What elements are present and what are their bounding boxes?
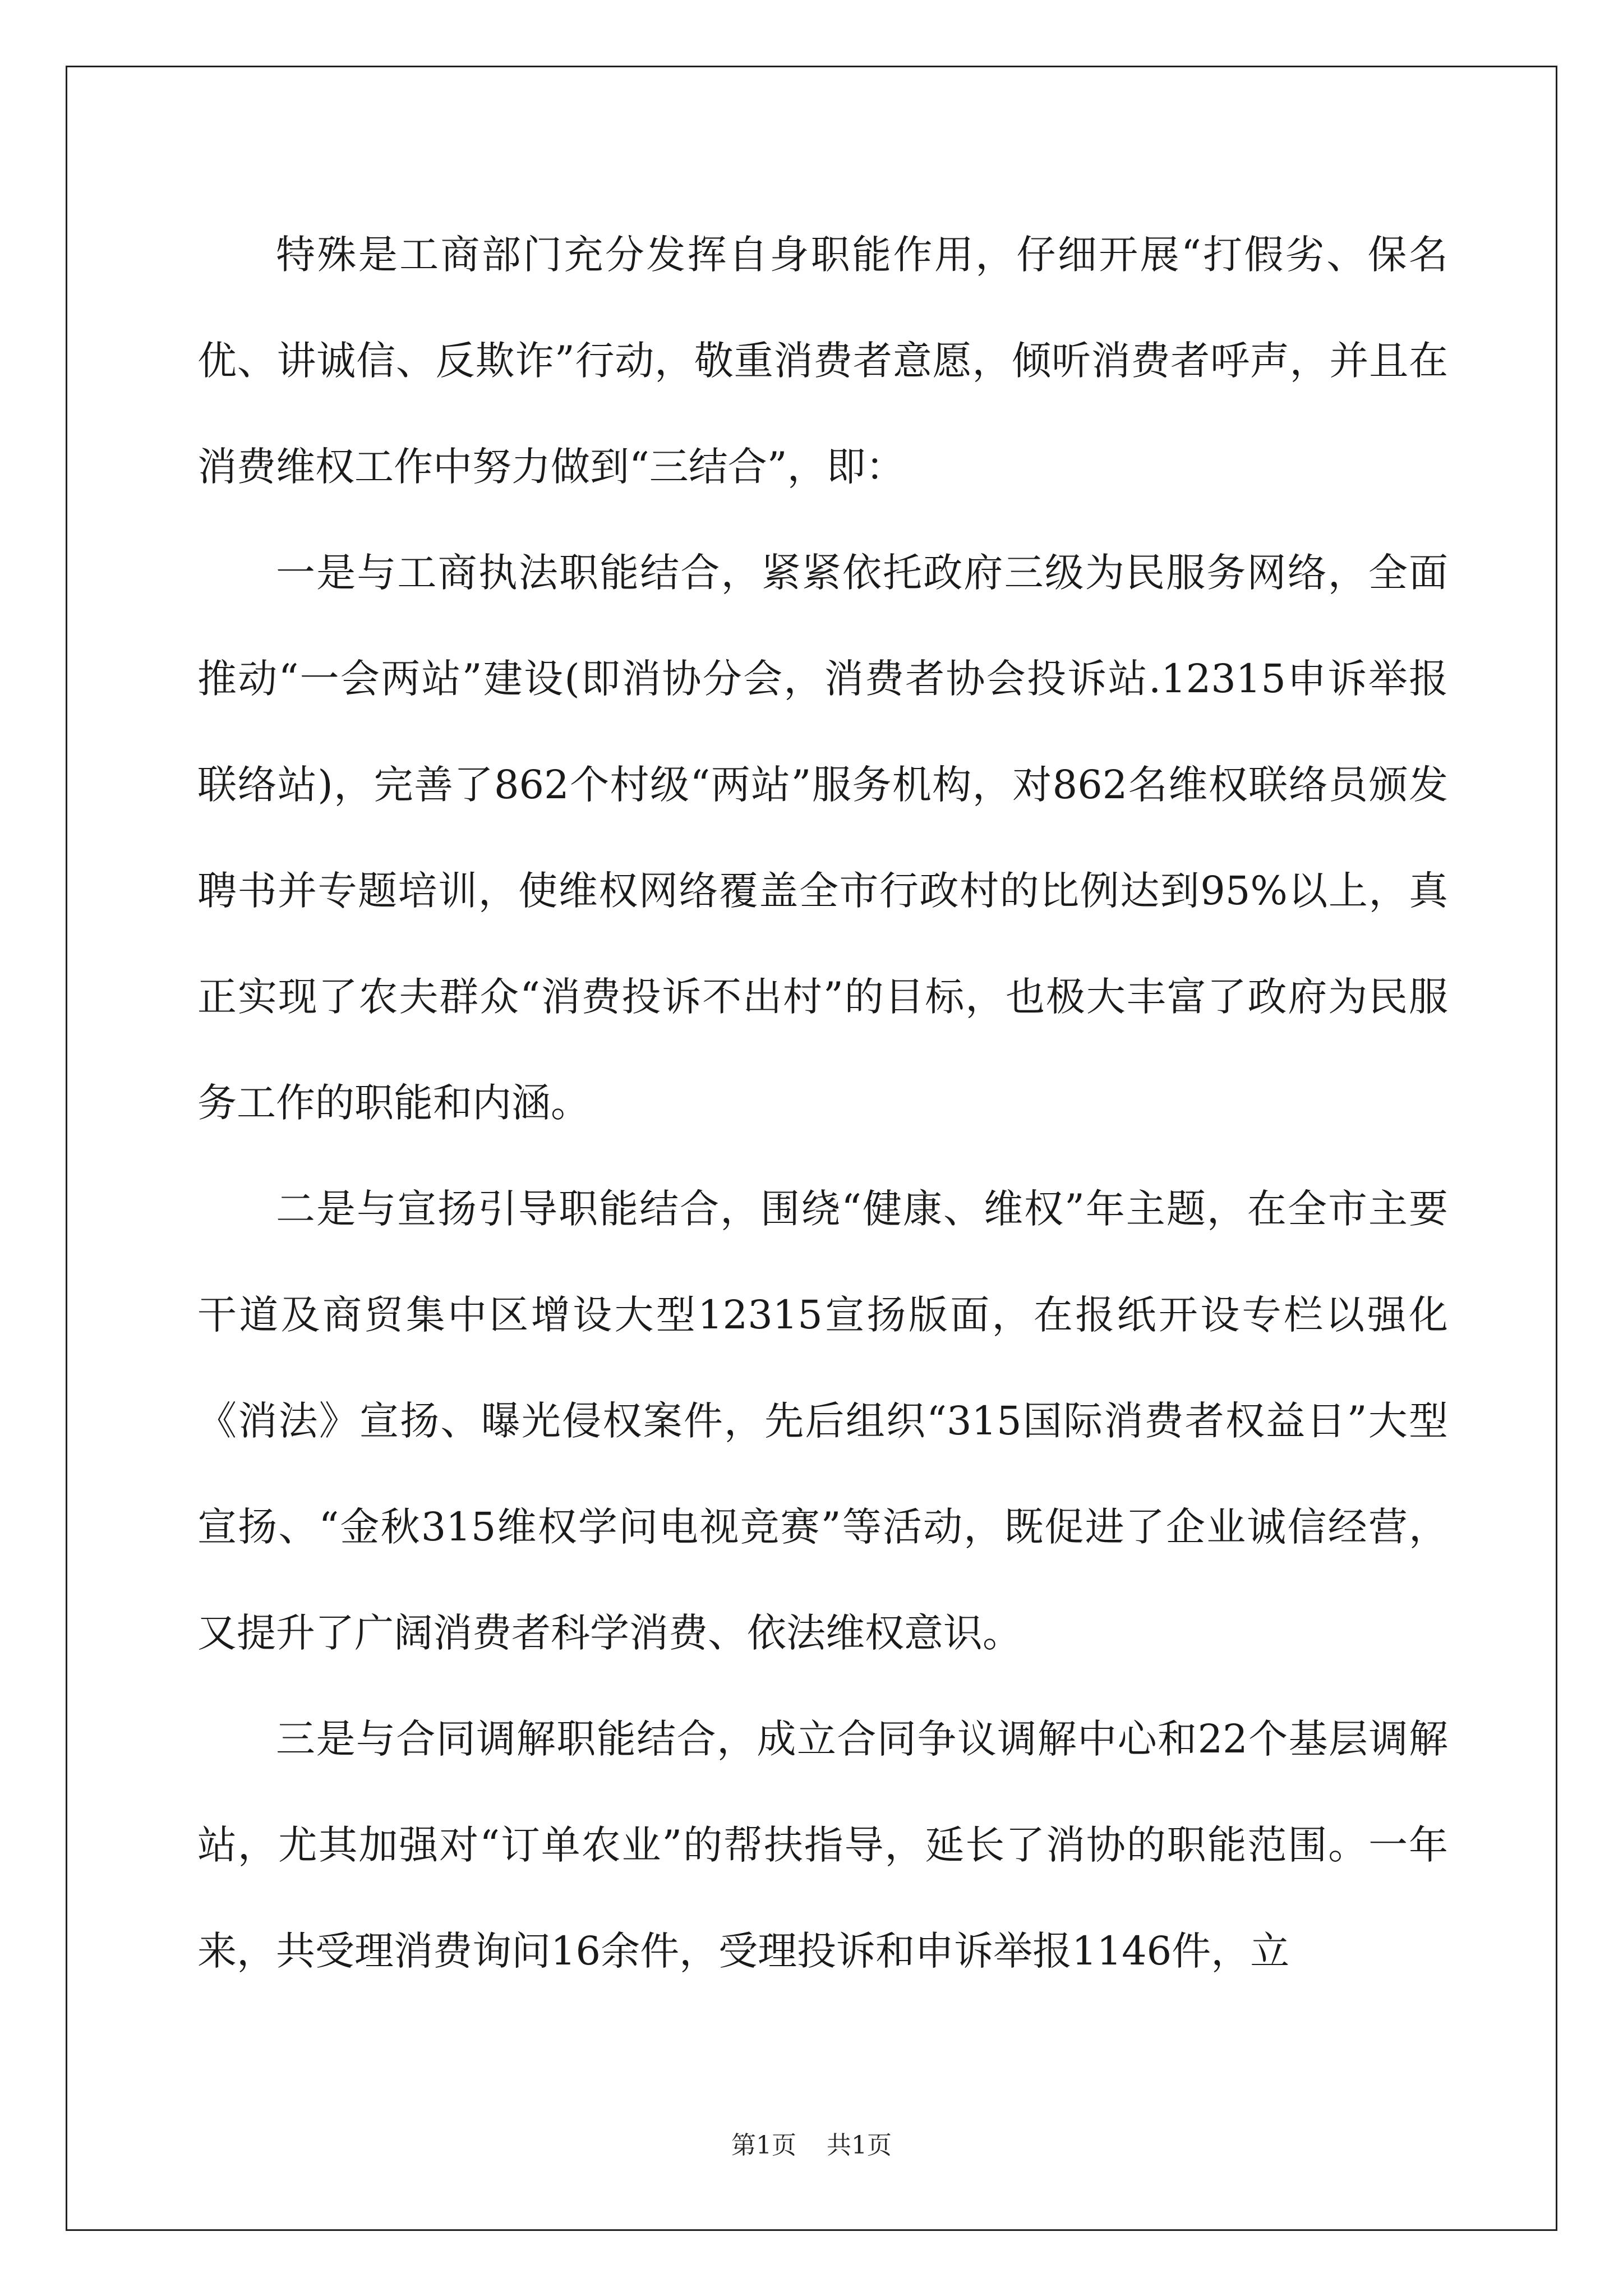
paragraph-first-point: 一是与工商执法职能结合，紧紧依托政府三级为民服务网络，全面推动“一会两站”建设(即消协分会，消费者协会投诉站.12315申诉举报联络站)，完善了862个村级“两站”服务机构，对862名维权联络员颁发聘书并专题培训，使维权网络覆盖全市行政村的比例达到95%以上，真正实现了农夫群众“消费投诉不出村”的目标，也极大丰富了政府为民服务工作的职能和内涵。 [197, 550, 1448, 1126]
page-number-current: 第1页 [731, 2131, 796, 2160]
paragraph-second-point: 二是与宣扬引导职能结合，围绕“健康、维权”年主题，在全市主要干道及商贸集中区增设大型12315宣扬版面，在报纸开设专栏以强化《消法》宣扬、曝光侵权案件，先后组织“315国际消费者权益日”大型宣扬、“金秋315维权学问电视竞赛”等活动，既促进了企业诚信经营，又提升了广阔消费者科学消费、依法维权意识。 [197, 1186, 1448, 1656]
paragraph-intro: 特殊是工商部门充分发挥自身职能作用，仔细开展“打假劣、保名优、讲诚信、反欺诈”行动，敬重消费者意愿，倾听消费者呼声，并且在消费维权工作中努力做到“三结合”，即： [197, 232, 1448, 490]
page-footer [0, 2129, 1623, 2162]
document-body [197, 202, 1448, 2004]
paragraph-third-point: 三是与合同调解职能结合，成立合同争议调解中心和22个基层调解站，尤其加强对“订单农业”的帮扶指导，延长了消协的职能范围。一年来，共受理消费询问16余件，受理投诉和申诉举报1146件，立 [197, 1716, 1448, 1974]
page-number-total: 共1页 [827, 2131, 892, 2160]
